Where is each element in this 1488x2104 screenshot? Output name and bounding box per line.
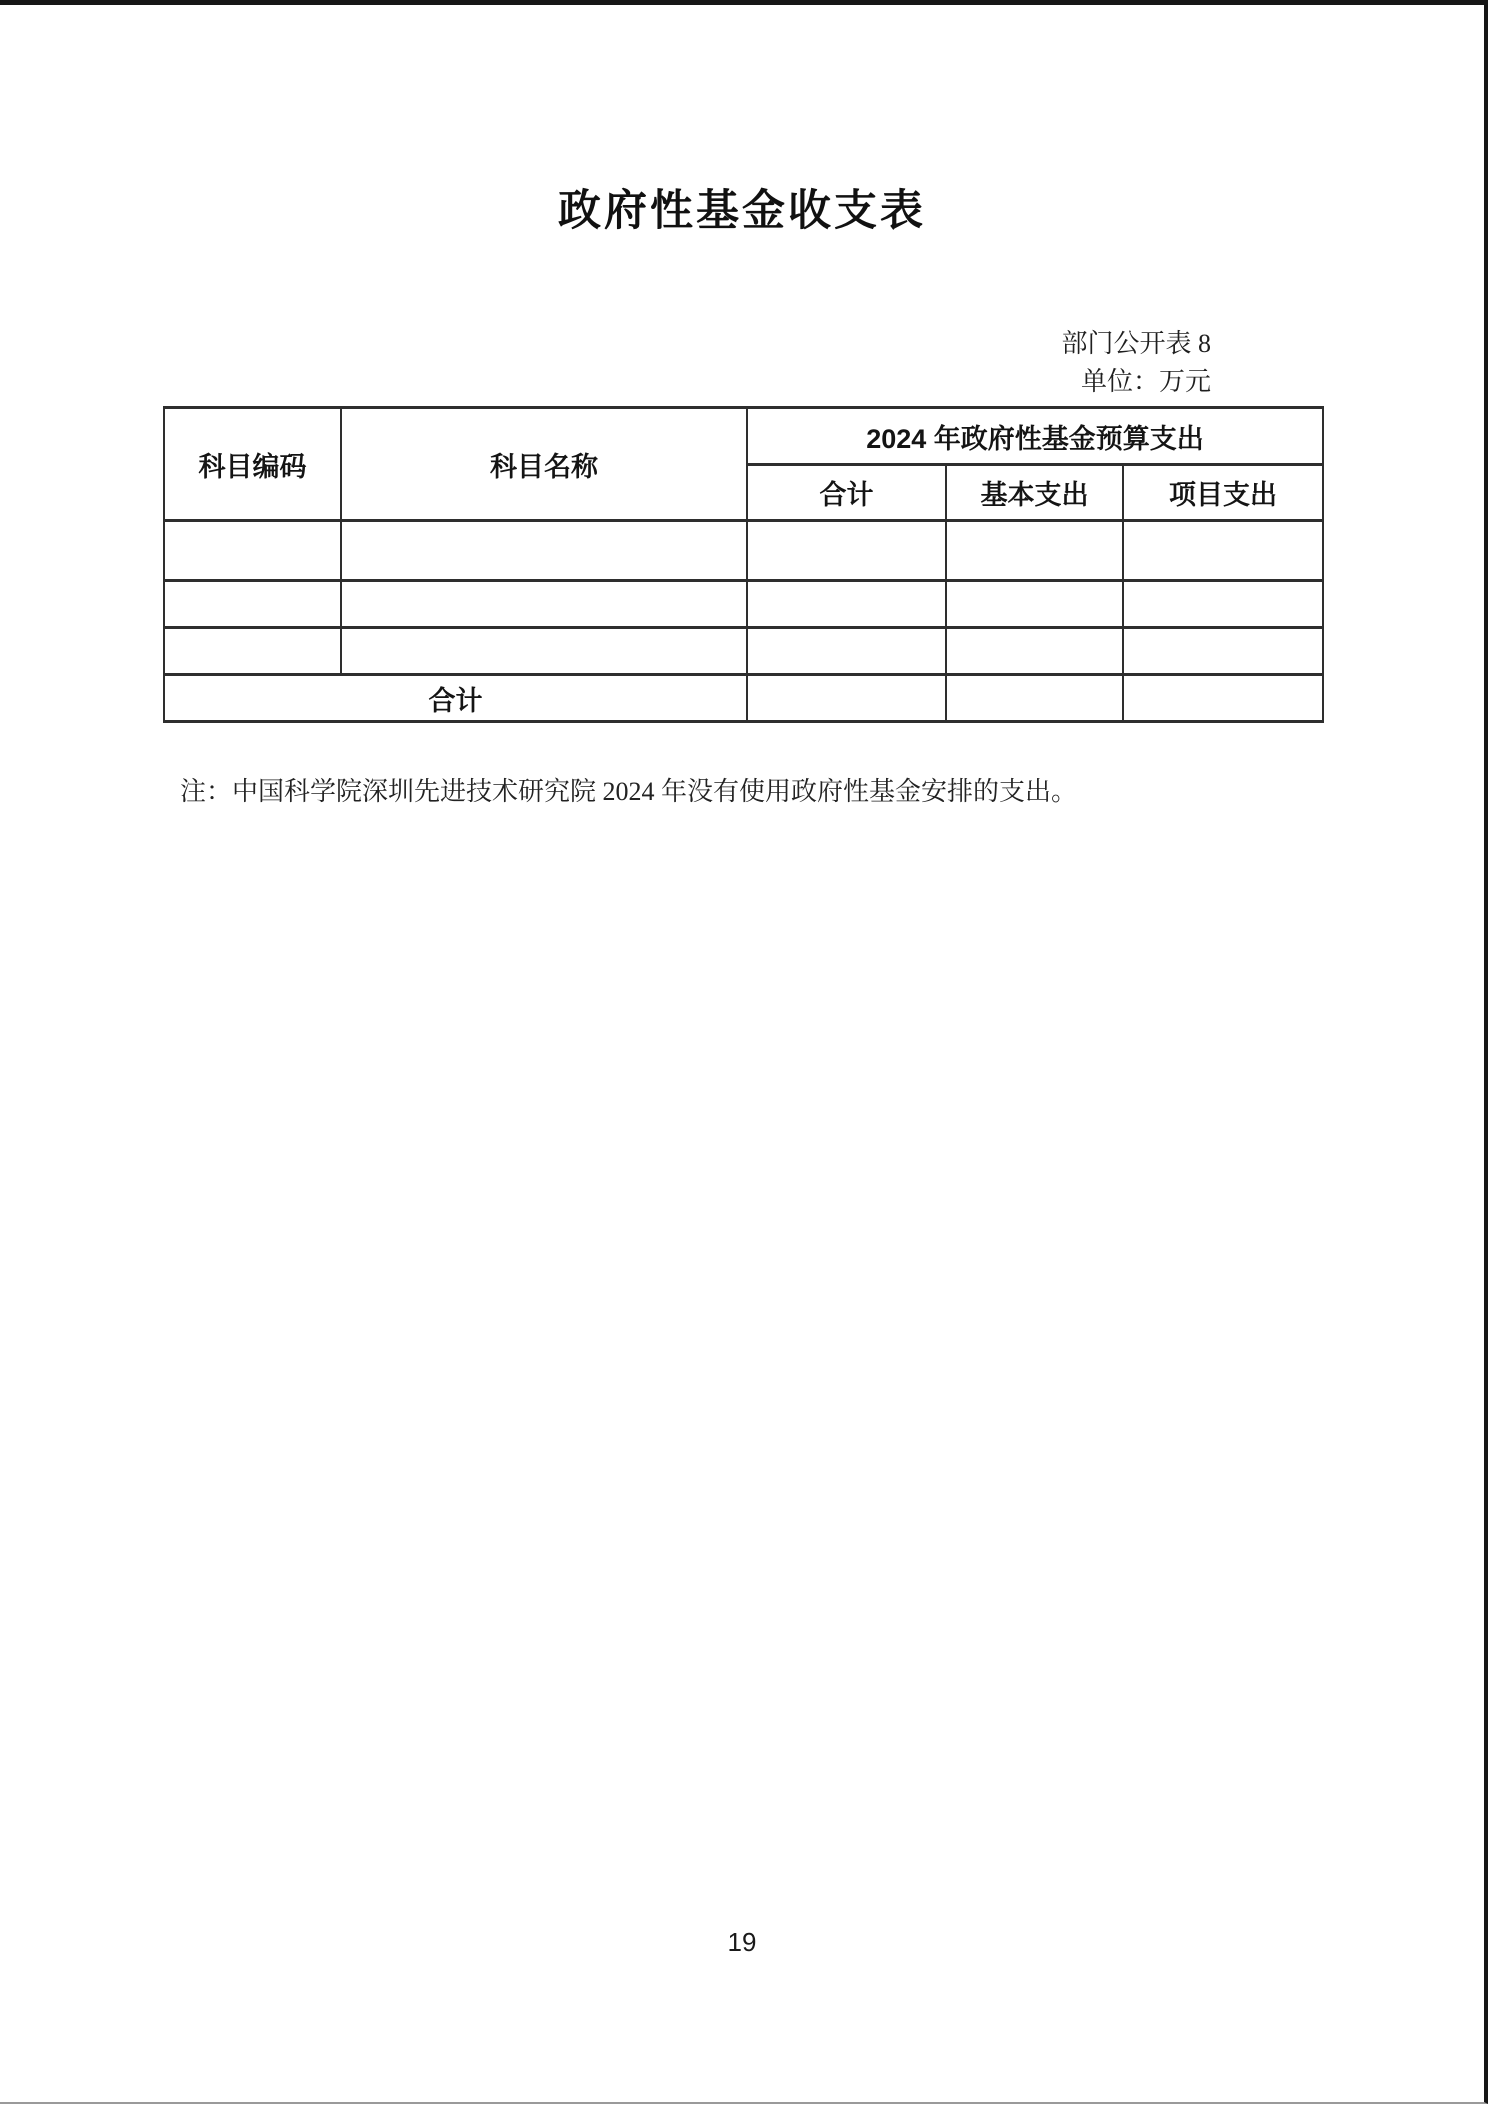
total-row-basic-cell: [946, 675, 1123, 722]
table-cell: [341, 628, 747, 675]
table-cell: [341, 521, 747, 581]
table-cell: [164, 581, 341, 628]
table-cell: [946, 521, 1123, 581]
page-title: 政府性基金收支表: [558, 187, 926, 235]
header-row-1: [164, 408, 1323, 465]
header-subject-code: 科目编码: [164, 408, 341, 521]
table-cell: [1123, 521, 1323, 581]
total-row-project-cell: [1123, 675, 1323, 722]
table-number-label: 部门公开表 8: [1061, 329, 1211, 358]
table-row: [164, 581, 1323, 628]
table-cell: [164, 521, 341, 581]
header-budget-group: 2024 年政府性基金预算支出: [747, 408, 1323, 465]
total-row: [164, 675, 1323, 722]
total-row-total-cell: [747, 675, 946, 722]
table-cell: [946, 628, 1123, 675]
table-cell: [164, 628, 341, 675]
table-row: [164, 521, 1323, 581]
unit-label: 单位：万元: [1080, 367, 1211, 396]
footnote: 注：中国科学院深圳先进技术研究院 2024 年没有使用政府性基金安排的支出。: [180, 777, 1078, 806]
total-row-label: 合计: [164, 675, 747, 722]
table-cell: [747, 581, 946, 628]
header-basic-expenditure: 基本支出: [946, 465, 1123, 521]
header-total: 合计: [747, 465, 946, 521]
government-fund-budget-table: [163, 406, 1324, 723]
table-row: [164, 628, 1323, 675]
table-cell: [1123, 581, 1323, 628]
table-cell: [747, 628, 946, 675]
table-cell: [946, 581, 1123, 628]
table-cell: [747, 521, 946, 581]
table-meta: [1061, 325, 1211, 401]
page-number: 19: [727, 1927, 757, 1957]
table-cell: [1123, 628, 1323, 675]
header-subject-name: 科目名称: [341, 408, 747, 521]
header-project-expenditure: 项目支出: [1123, 465, 1323, 521]
table-cell: [341, 581, 747, 628]
